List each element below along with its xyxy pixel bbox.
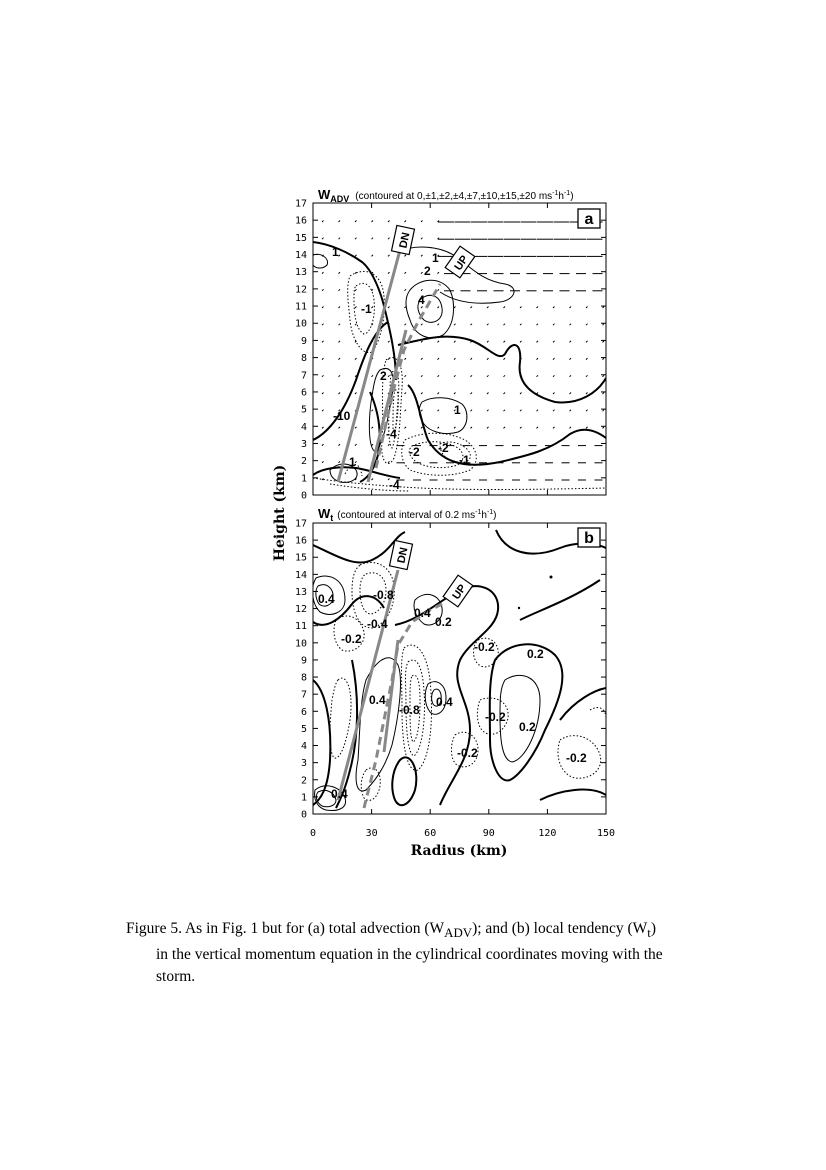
- wind-vector: [421, 341, 423, 343]
- contour-label: 0.4: [369, 693, 386, 707]
- wind-vector: [339, 255, 341, 257]
- wind-vector: [471, 427, 473, 429]
- wind-vector: [421, 324, 423, 326]
- figure-caption: [126, 918, 711, 988]
- wind-vector: [339, 461, 341, 463]
- wind-vector: [388, 461, 390, 463]
- y-tick-label: 8: [300, 672, 307, 684]
- wind-vector: [339, 393, 341, 395]
- wind-vector: [355, 307, 357, 309]
- wind-vector: [553, 324, 555, 326]
- y-tick-label: 1: [300, 473, 307, 485]
- panel-b-up-label: UP: [450, 582, 469, 602]
- wind-vector: [421, 255, 423, 257]
- wind-vector: [537, 375, 539, 377]
- wind-vector: [339, 324, 341, 326]
- wind-vector: [438, 324, 440, 326]
- caption-text: Figure 5. As in Fig. 1 but for (a) total advection (W: [126, 920, 445, 937]
- wind-vector: [454, 375, 456, 377]
- wind-vector: [372, 289, 374, 291]
- y-tick-label: 10: [294, 638, 307, 650]
- wind-vector: [586, 341, 588, 343]
- wind-vector: [421, 272, 423, 274]
- wind-vector: [487, 358, 489, 360]
- wind-vector: [372, 255, 374, 257]
- wind-vector: [454, 358, 456, 360]
- wind-vector: [487, 307, 489, 309]
- wind-vector: [438, 307, 440, 309]
- wind-vector: [421, 221, 423, 223]
- wind-vector: [586, 358, 588, 360]
- wind-vector: [471, 358, 473, 360]
- wind-vector: [586, 393, 588, 395]
- panel-b-letter: b: [584, 530, 594, 547]
- wind-vector: [520, 307, 522, 309]
- panel-a-dn-marker: [391, 225, 414, 254]
- wind-vector: [405, 410, 407, 412]
- wind-vector: [339, 238, 341, 240]
- wind-vector: [438, 358, 440, 360]
- wind-vector: [322, 461, 324, 463]
- wind-vector: [471, 393, 473, 395]
- wind-vector: [339, 427, 341, 429]
- wind-vector: [504, 341, 506, 343]
- y-tick-label: 3: [300, 438, 307, 450]
- wind-vector: [520, 341, 522, 343]
- y-tick-label: 17: [294, 198, 307, 210]
- panel-b-up-marker: [443, 575, 473, 607]
- wind-vector: [322, 221, 324, 223]
- wind-vector: [586, 427, 588, 429]
- wind-vector: [586, 324, 588, 326]
- wind-vector: [603, 427, 605, 429]
- wind-vector: [339, 307, 341, 309]
- wind-vector: [405, 375, 407, 377]
- wind-vector: [603, 375, 605, 377]
- contour-label: 1: [332, 245, 339, 259]
- contour-label: 1: [454, 403, 461, 417]
- wind-vector: [421, 427, 423, 429]
- y-tick-label: 11: [294, 301, 307, 313]
- wind-vector: [454, 324, 456, 326]
- wind-vector: [438, 427, 440, 429]
- y-tick-label: 11: [294, 621, 307, 633]
- wind-vector: [454, 307, 456, 309]
- contour-label: -0.8: [373, 588, 394, 602]
- x-tick-label: 0: [309, 828, 317, 839]
- wind-vector: [388, 307, 390, 309]
- wind-vector: [322, 358, 324, 360]
- caption-line: storm.: [156, 968, 196, 986]
- caption-text: ); and (b) local tendency (W: [472, 920, 648, 937]
- wind-vector: [372, 427, 374, 429]
- wind-vector: [421, 358, 423, 360]
- x-tick-label: 90: [482, 828, 495, 839]
- wind-vector: [603, 358, 605, 360]
- y-tick-label: 2: [300, 775, 307, 787]
- wind-vector: [372, 410, 374, 412]
- y-axis-label: Height (km): [272, 464, 288, 562]
- wind-vector: [520, 324, 522, 326]
- wind-vector: [553, 358, 555, 360]
- contour-label: 1: [432, 251, 439, 265]
- wind-vector: [537, 427, 539, 429]
- y-tick-label: 13: [294, 267, 307, 279]
- wind-vector: [322, 238, 324, 240]
- wind-vector: [421, 375, 423, 377]
- y-tick-label: 5: [300, 404, 307, 416]
- wind-vector: [322, 444, 324, 446]
- contour-label: 0.4: [331, 787, 348, 801]
- wind-vector: [586, 307, 588, 309]
- wind-vector: [388, 444, 390, 446]
- wind-vector: [504, 324, 506, 326]
- wind-vector: [372, 375, 374, 377]
- y-tick-label: 4: [300, 421, 307, 433]
- wind-vector: [339, 444, 341, 446]
- wind-vector: [471, 307, 473, 309]
- contour-label: -0.2: [341, 632, 362, 646]
- wind-vector: [504, 393, 506, 395]
- wind-vector: [570, 358, 572, 360]
- wind-vector: [570, 427, 572, 429]
- contour-label: -4: [389, 478, 400, 492]
- wind-vector: [405, 358, 407, 360]
- wind-vector: [421, 410, 423, 412]
- wind-vector: [504, 410, 506, 412]
- wind-vector: [355, 358, 357, 360]
- wind-vector: [553, 375, 555, 377]
- contour-label: -1: [361, 302, 372, 316]
- wind-vector: [339, 289, 341, 291]
- wind-vector: [570, 307, 572, 309]
- wind-vector: [388, 255, 390, 257]
- wind-vector: [586, 375, 588, 377]
- wind-vector: [487, 375, 489, 377]
- y-tick-label: 9: [300, 335, 307, 347]
- wind-vector: [504, 307, 506, 309]
- wind-vector: [405, 272, 407, 274]
- panel-a-dn-label: DN: [397, 231, 413, 250]
- wind-vector: [487, 324, 489, 326]
- wind-vector: [355, 255, 357, 257]
- wind-vector: [471, 375, 473, 377]
- wind-vector: [355, 393, 357, 395]
- wind-vector: [570, 375, 572, 377]
- contour-label: -0.2: [474, 640, 495, 654]
- y-tick-label: 6: [300, 387, 307, 399]
- wind-vector: [322, 341, 324, 343]
- wind-vector: [471, 410, 473, 412]
- wind-vector: [537, 307, 539, 309]
- wind-vector: [504, 427, 506, 429]
- contour-label: 0.4: [414, 606, 431, 620]
- panel-b-dn-marker: [389, 540, 412, 569]
- y-tick-label: 12: [294, 284, 307, 296]
- wind-vector: [339, 375, 341, 377]
- wind-vector: [405, 427, 407, 429]
- wind-vector: [322, 272, 324, 274]
- wind-vector: [388, 238, 390, 240]
- panel-a-letter-box: [578, 209, 600, 228]
- panel-b-contour-labels: [318, 588, 587, 801]
- wind-vector: [322, 324, 324, 326]
- y-tick-label: 16: [294, 215, 307, 227]
- contour-label: 2: [380, 369, 387, 383]
- wind-vector: [355, 324, 357, 326]
- panel-a-letter: a: [584, 211, 594, 228]
- wind-vector: [553, 427, 555, 429]
- wind-vector: [421, 393, 423, 395]
- wind-vector: [339, 341, 341, 343]
- contour-label: -1: [459, 453, 470, 467]
- wind-vector: [405, 393, 407, 395]
- caption-sub: ADV: [444, 925, 473, 941]
- wind-vector: [339, 221, 341, 223]
- wind-vector: [570, 393, 572, 395]
- wind-vector: [322, 410, 324, 412]
- y-tick-label: 13: [294, 586, 307, 598]
- wind-vector: [405, 289, 407, 291]
- y-tick-label: 17: [294, 518, 307, 530]
- y-tick-label: 10: [294, 318, 307, 330]
- wind-vector: [421, 289, 423, 291]
- wind-vector: [405, 221, 407, 223]
- contour-label: -0.2: [457, 746, 478, 760]
- y-tick-label: 7: [300, 370, 307, 382]
- panel-a-up-marker: [445, 246, 475, 278]
- y-tick-label: 15: [294, 232, 307, 244]
- wind-vector: [487, 393, 489, 395]
- wind-vector: [322, 307, 324, 309]
- wind-vector: [603, 324, 605, 326]
- wind-vector: [586, 410, 588, 412]
- wind-vector: [537, 324, 539, 326]
- wind-vector: [388, 272, 390, 274]
- wind-vector: [537, 341, 539, 343]
- wind-vector: [487, 427, 489, 429]
- wind-vector: [504, 375, 506, 377]
- wind-vector: [553, 410, 555, 412]
- wind-vector: [388, 341, 390, 343]
- wind-vector: [438, 375, 440, 377]
- y-tick-label: 3: [300, 758, 307, 770]
- wind-vector: [339, 358, 341, 360]
- wind-vector: [372, 221, 374, 223]
- wind-vector: [520, 410, 522, 412]
- wind-vector: [471, 324, 473, 326]
- y-tick-label: 12: [294, 604, 307, 616]
- wind-vector: [438, 341, 440, 343]
- wind-vector: [322, 393, 324, 395]
- wind-vector: [355, 221, 357, 223]
- contour-label: 0.2: [527, 647, 544, 661]
- x-axis-label: Radius (km): [410, 843, 508, 859]
- x-tick-label: 60: [424, 828, 437, 839]
- contour-label: 0.4: [436, 695, 453, 709]
- wind-vector: [520, 427, 522, 429]
- caption-line: in the vertical momentum equation in the cylindrical coordinates moving with the: [156, 946, 663, 964]
- wind-vector: [487, 341, 489, 343]
- wind-vector: [603, 410, 605, 412]
- wind-vector: [603, 341, 605, 343]
- contour-label: 2: [424, 264, 431, 278]
- wind-vector: [504, 358, 506, 360]
- wind-vector: [405, 324, 407, 326]
- panel-b: [295, 506, 606, 821]
- contour-label: 1: [349, 455, 356, 469]
- wind-vector: [553, 307, 555, 309]
- contour-label: -4: [386, 427, 397, 441]
- wind-vector: [339, 272, 341, 274]
- panel-a-dn-up-lines: [338, 250, 440, 482]
- wind-vector: [570, 341, 572, 343]
- y-tick-label: 2: [300, 456, 307, 468]
- contour-label: 4: [418, 293, 425, 307]
- y-tick-label: 1: [300, 792, 307, 804]
- caption-text: ): [650, 920, 657, 937]
- wind-vector: [570, 324, 572, 326]
- x-tick-label: 120: [538, 828, 557, 839]
- y-tick-label: 5: [300, 723, 307, 735]
- y-tick-label: 8: [300, 353, 307, 365]
- panel-a: [295, 187, 606, 502]
- contour-label: 0.2: [519, 720, 536, 734]
- wind-vector: [438, 410, 440, 412]
- panel-b-letter-box: [578, 528, 600, 547]
- x-tick-label: 30: [365, 828, 378, 839]
- wind-vector: [355, 289, 357, 291]
- y-tick-label: 0: [300, 490, 307, 502]
- wind-vector: [603, 307, 605, 309]
- wind-vector: [603, 393, 605, 395]
- wind-vector: [355, 427, 357, 429]
- wind-vector: [438, 393, 440, 395]
- wind-vector: [553, 393, 555, 395]
- wind-vector: [405, 255, 407, 257]
- x-tick-label: 150: [596, 828, 616, 839]
- wind-vector: [322, 375, 324, 377]
- wind-vector: [570, 410, 572, 412]
- wind-vector: [322, 289, 324, 291]
- wind-vector: [372, 479, 374, 481]
- y-tick-label: 16: [294, 535, 307, 547]
- wind-vector: [537, 410, 539, 412]
- wind-vector: [454, 393, 456, 395]
- wind-vector: [372, 238, 374, 240]
- y-tick-label: 4: [300, 741, 307, 753]
- wind-vector: [388, 221, 390, 223]
- wind-vector: [388, 375, 390, 377]
- contour-label: -2: [409, 445, 420, 459]
- wind-vector: [520, 393, 522, 395]
- wind-vector: [322, 479, 324, 481]
- wind-vector: [537, 358, 539, 360]
- contour-label: -0.2: [566, 751, 587, 765]
- panel-b-title: $W_t$ $^{(contoured at interval of 0.2 ms-1}_h^{-1}_)$: [318, 506, 497, 523]
- wind-vector: [454, 427, 456, 429]
- y-tick-label: 6: [300, 706, 307, 718]
- wind-vector: [372, 307, 374, 309]
- wind-vector: [355, 444, 357, 446]
- y-tick-label: 14: [294, 250, 307, 262]
- panel-a-up-label: UP: [452, 253, 471, 273]
- y-tick-label: 14: [294, 569, 307, 581]
- contour-label: -2: [438, 441, 449, 455]
- y-tick-label: 0: [300, 809, 307, 821]
- wind-vector: [438, 272, 440, 274]
- contour-label: 0.4: [318, 592, 335, 606]
- contour-label: -0.2: [485, 710, 506, 724]
- wind-vector: [322, 427, 324, 429]
- wind-vector: [553, 341, 555, 343]
- panel-b-contours: [313, 530, 606, 811]
- panel-b-dn-label: DN: [395, 546, 411, 565]
- y-tick-label: 9: [300, 655, 307, 667]
- contour-label: 0.2: [435, 615, 452, 629]
- y-tick-label: 15: [294, 552, 307, 564]
- contour-label: -0.4: [367, 617, 388, 631]
- wind-vector: [421, 238, 423, 240]
- y-tick-label: 7: [300, 689, 307, 701]
- wind-vector: [355, 238, 357, 240]
- panel-a-title: $W_{ADV}$ $^{(contoured at 0,\pm 1,\pm 2,\pm 4,\pm 7,\pm 10,\pm 15,\pm 20 ms-1}_h^{-1}_)$: [318, 187, 574, 204]
- contour-label: -10: [333, 409, 351, 423]
- contour-label: -0.8: [399, 703, 420, 717]
- wind-vector: [487, 410, 489, 412]
- caption-sub: t: [647, 925, 651, 941]
- wind-vector: [454, 341, 456, 343]
